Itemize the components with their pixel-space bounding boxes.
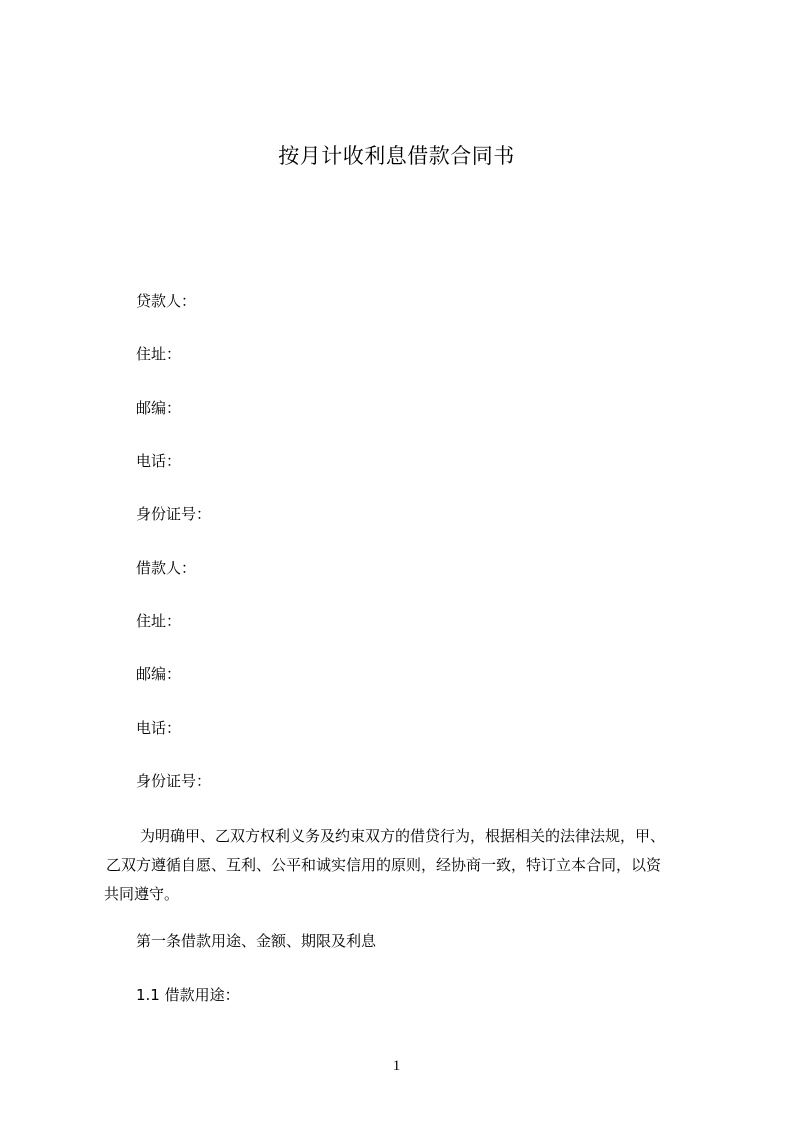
borrower-id-label: 身份证号： <box>136 772 212 790</box>
document-title: 按月计收利息借款合同书 <box>278 144 515 168</box>
lender-label: 贷款人： <box>136 292 197 310</box>
lender-postcode-label: 邮编： <box>136 399 182 417</box>
intro-paragraph <box>104 822 704 909</box>
intro-line-2: 乙双方遵循自愿、互利、公平和诚实信用的原则，经协商一致，特订立本合同，以资 <box>106 856 662 874</box>
intro-line-1: 为明确甲、乙双方权利义务及约束双方的借贷行为，根据相关的法律法规，甲、 <box>140 827 666 845</box>
page-number: 1 <box>392 1058 401 1074</box>
article-1-heading: 第一条借款用途、金额、期限及利息 <box>136 932 377 950</box>
borrower-address-label: 住址： <box>136 612 182 630</box>
borrower-phone-label: 电话： <box>136 719 182 737</box>
borrower-label: 借款人： <box>136 559 197 577</box>
lender-phone-label: 电话： <box>136 452 182 470</box>
lender-address-label: 住址： <box>136 345 182 363</box>
article-1-item-1: 1.1 借款用途： <box>136 986 240 1004</box>
borrower-postcode-label: 邮编： <box>136 665 182 683</box>
intro-line-3: 共同遵守。 <box>104 885 180 903</box>
lender-id-label: 身份证号： <box>136 505 212 523</box>
